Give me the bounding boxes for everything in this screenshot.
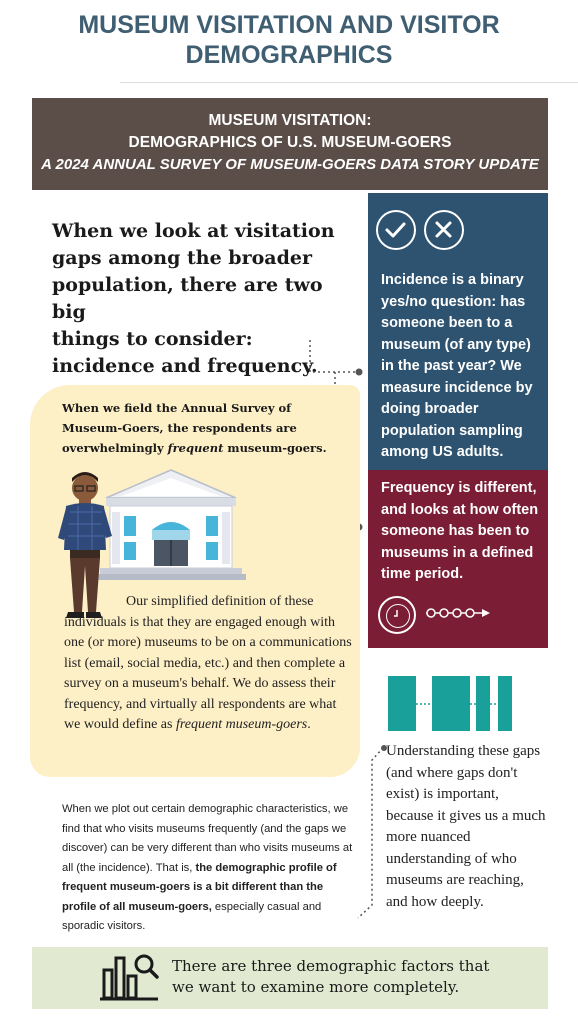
banner-subtitle: A 2024 ANNUAL SURVEY OF MUSEUM-GOERS DATA STORY UPDATE	[41, 156, 539, 173]
plot-text: When we plot out certain demographic characteristics, we find that who visits museums frequently (and the gaps we discover) can be very different than who visits museums at all (the incidence). That is,	[62, 803, 353, 874]
survey-body-emphasis: frequent museum-goers	[175, 717, 308, 732]
survey-body-end: .	[307, 717, 311, 732]
plot-paragraph	[62, 800, 354, 937]
survey-head-emphasis: frequent	[167, 441, 224, 455]
intro-line-3: population, there are two big	[52, 274, 323, 323]
check-circle-icon	[376, 210, 416, 250]
survey-callout-heading	[62, 398, 334, 458]
gap-bars-icon	[386, 676, 536, 736]
x-circle-icon	[424, 210, 464, 250]
plot-bold-text: the demographic profile of frequent museum-goers is a bit different than the profile of all museum-goers,	[62, 861, 337, 913]
intro-line-4: things to consider:	[52, 328, 253, 350]
footer-line-1: There are three demographic factors that	[172, 957, 490, 975]
footer-line-2: we want to examine more completely.	[172, 978, 460, 996]
survey-head-end: museum-goers.	[223, 441, 327, 455]
page-title: MUSEUM VISITATION AND VISITOR DEMOGRAPHICS	[78, 11, 500, 69]
bar-chart-magnifier-icon	[100, 950, 160, 1002]
survey-callout-body	[64, 592, 354, 736]
frequency-text: Frequency is different, and looks at how often someone has been to museums in a defined time period.	[381, 480, 539, 582]
museum-building-illustration	[96, 468, 246, 583]
survey-body-text: Our simplified definition of these individuals is that they are engaged enough with one (or more) museums to be on a communications list (email, social media, etc.) and then complete a survey on a museum's behalf. We do assess their frequency, and virtually all respondents are what we would define as	[64, 594, 352, 732]
footer-text	[172, 956, 532, 998]
banner-line-2: DEMOGRAPHICS OF U.S. MUSEUM-GOERS	[128, 134, 452, 151]
gaps-paragraph: Understanding these gaps (and where gaps don't exist) is important, because it gives us a much more nuanced understanding of who museums are reaching, and how deeply.	[386, 743, 546, 910]
survey-head-text: When we field the Annual Survey of Museum-Goers, the respondents are overwhelmingly	[62, 401, 297, 455]
clock-icon	[378, 596, 416, 634]
intro-line-2: gaps among the broader	[52, 247, 312, 269]
incidence-text: Incidence is a binary yes/no question: has someone been to a museum (of any type) in the past year? We measure incidence by doing broader population sampling among US adults.	[381, 272, 533, 460]
dots-arrow-icon	[424, 606, 494, 620]
intro-line-5: incidence and frequency.	[52, 355, 318, 377]
intro-line-1: When we look at visitation	[52, 220, 335, 242]
banner-line-1: MUSEUM VISITATION:	[208, 112, 372, 129]
plot-text-end: especially casual and sporadic visitors.	[62, 900, 322, 932]
